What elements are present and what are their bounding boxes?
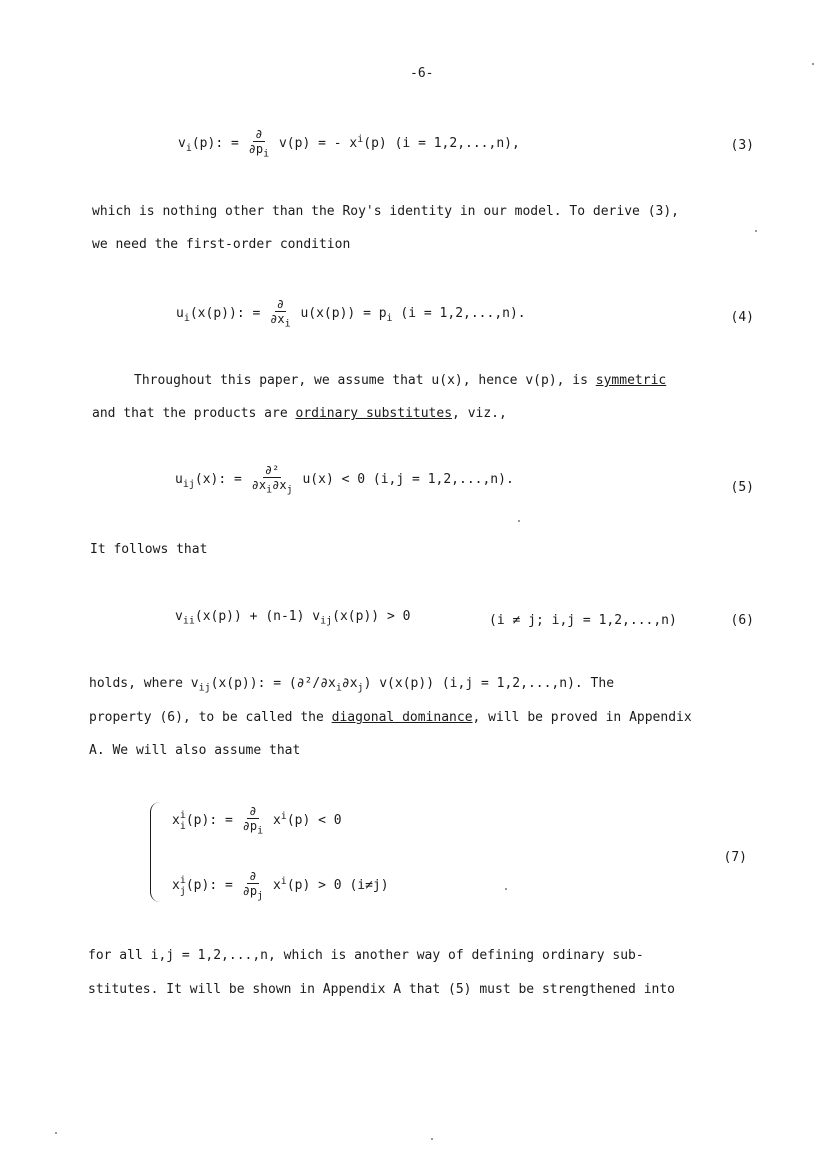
para4-line2 [89,710,692,725]
page-number: -6- [410,66,434,81]
equation-3 [178,128,520,159]
para2-line1-text: Throughout this paper, we assume that u(x), hence v(p), is [134,373,596,388]
eq3-rhs1-sup: i [357,133,364,145]
eq3-fraction [249,128,269,159]
eq3-lhs-sub: i [185,142,192,154]
eq6-part2-sub: ij [320,615,333,627]
equation-6 [175,609,410,627]
eq4-fraction [270,298,290,329]
eq3-lhs-arg: (p): = [191,136,239,152]
eq7-row1-rhs: x [272,813,281,829]
eq7-row1-rhs-sup: i [280,810,287,822]
eq7-row2-rhs-sup: i [280,875,287,887]
diagonal-dominance-term: diagonal dominance [331,710,473,725]
para5-line2: stitutes. It will be shown in Appendix A that (5) must be strengthened into [88,982,675,997]
eq6-part1: v [175,609,183,624]
eq6-part3: (x(p)) > 0 [332,609,411,624]
eq7-row1-lhs: x [172,813,180,829]
para4-line1-c: ∂x [341,676,358,691]
eq7-row2-lhs: x [172,878,180,894]
eq5-lhs-sub: ij [182,478,195,490]
eq5-fraction [252,464,293,495]
eq6-part2: (x(p)) + (n-1) v [194,609,321,624]
eq5-frac-den: $\partial x_i\partial x_j$ [251,477,293,495]
para2-line2-tail: , viz., [452,406,507,421]
eq4-frac-den: $\partial x_i$ [270,311,291,329]
eq3-rhs2: (p) (i = 1,2,...,n), [363,136,520,152]
eq5-lhs-arg: (x): = [194,472,242,488]
para4-line1 [89,676,614,694]
equation-4 [176,298,526,329]
eq4-rhs1-sub: i [386,312,393,324]
equation-5 [175,464,514,495]
eq4-lhs: u [176,306,184,322]
equation-6-condition: (i ≠ j; i,j = 1,2,...,n) [489,613,677,628]
scan-speck [505,888,507,890]
para1-line2: we need the first-order condition [92,237,351,252]
eq7-row1-arg: (p): = [185,813,233,829]
eq3-frac-den: $\partial p_i$ [248,141,270,159]
equation-3-number: (3) [730,138,754,153]
equation-7-number: (7) [723,850,747,865]
para4-line1-a: holds, where v [89,676,199,691]
ordinary-substitutes-term: ordinary substitutes [295,406,453,421]
para2-line1 [134,373,666,388]
eq3-rhs1: v(p) = - x [278,136,358,152]
eq5-rhs: u(x) < 0 (i,j = 1,2,...,n). [302,472,514,488]
eq5-lhs: u [175,472,183,488]
eq7-row1-fraction [243,805,263,836]
scan-speck [812,63,814,65]
para4-line1-sub2: i [335,682,342,694]
eq6-part1-sub: ii [182,615,195,627]
eq7-row1-frac-den: $\partial p_i$ [242,818,264,836]
equation-7-row2 [172,870,389,901]
scan-speck [55,1132,57,1134]
equation-4-number: (4) [730,310,754,325]
para5-line1: for all i,j = 1,2,...,n, which is another way of defining ordinary sub- [88,948,644,963]
para4-line1-b: (x(p)): = (∂²/∂x [210,676,336,691]
eq7-row2-frac-num: ∂ [249,869,257,883]
eq7-row1-scripts: i i [179,809,186,832]
scan-speck [518,520,520,522]
para4-line1-sub3: j [357,682,364,694]
eq7-row2-fraction [243,870,263,901]
eq4-rhs2: (i = 1,2,...,n). [392,306,526,322]
eq4-lhs-arg: (x(p)): = [189,306,261,322]
eq4-rhs1: u(x(p)) = p [300,306,387,322]
para2-line2 [92,406,507,421]
eq7-row2-rhs2: (p) > 0 (i≠j) [286,878,389,894]
scan-speck [755,230,757,232]
para3-line1: It follows that [90,542,208,557]
symmetric-term: symmetric [595,373,667,388]
eq4-lhs-sub: i [183,312,190,324]
para4-line2-b: , will be proved in Appendix [472,710,692,725]
eq4-frac-num: ∂ [276,297,284,311]
para2-line2-text: and that the products are [92,406,296,421]
eq7-row1-rhs2: (p) < 0 [286,813,342,829]
equation-7-row1 [172,805,342,836]
scan-speck [431,1138,433,1140]
eq5-frac-num: ∂² [264,463,280,477]
eq7-row1-frac-num: ∂ [249,804,257,818]
equation-6-number: (6) [730,613,754,628]
para1-line1: which is nothing other than the Roy's identity in our model. To derive (3), [92,204,679,219]
eq7-row2-scripts: i j [179,874,186,897]
eq7-row2-arg: (p): = [185,878,233,894]
eq7-row2-rhs: x [272,878,281,894]
eq7-row2-frac-den: $\partial p_j$ [242,883,264,901]
para4-line2-a: property (6), to be called the [89,710,332,725]
para4-line1-sub: ij [198,682,211,694]
eq3-frac-num: ∂ [255,127,263,141]
para4-line1-d: ) v(x(p)) (i,j = 1,2,...,n). The [363,676,615,691]
eq3-lhs: v [178,136,186,152]
left-brace [150,802,161,902]
para4-line3: A. We will also assume that [89,743,301,758]
equation-5-number: (5) [730,480,754,495]
